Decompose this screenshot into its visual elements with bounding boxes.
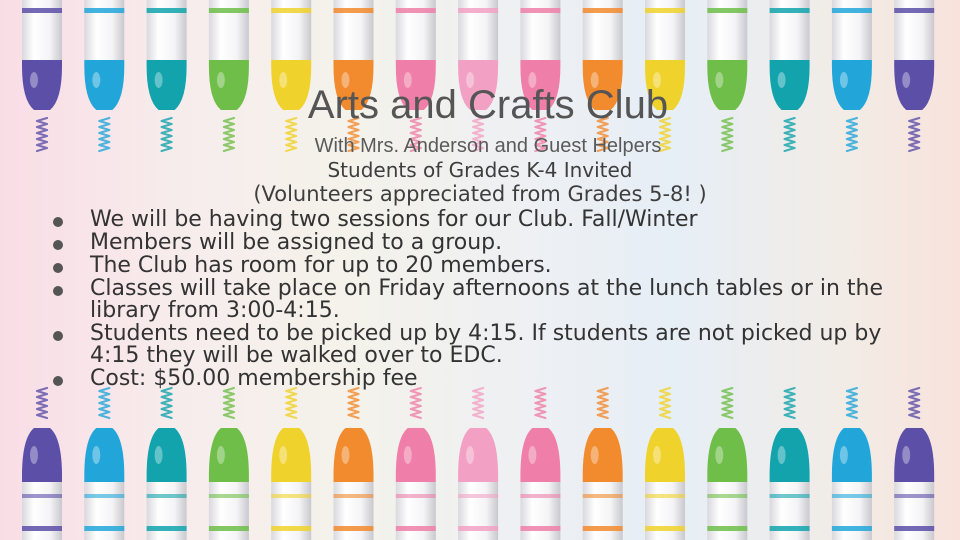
list-item-text: The Club has room for up to 20 members. bbox=[90, 253, 552, 278]
list-item bbox=[48, 209, 928, 231]
list-item bbox=[48, 323, 928, 367]
list-item-text: We will be having two sessions for our Club. Fall/Winter bbox=[90, 207, 698, 232]
bullet-icon bbox=[53, 331, 63, 341]
list-item-text: Classes will take place on Friday afternoons at the lunch tables or in the library from 3:00-4:15. bbox=[90, 276, 884, 323]
bullet-icon bbox=[53, 240, 63, 250]
details-list bbox=[48, 209, 928, 391]
list-item bbox=[48, 255, 928, 277]
bullet-icon bbox=[53, 376, 63, 386]
list-item bbox=[48, 278, 928, 322]
bullet-icon bbox=[53, 263, 63, 273]
list-item-text: Members will be assigned to a group. bbox=[90, 230, 503, 255]
list-item-text: Students need to be picked up by 4:15. If students are not picked up by 4:15 they will be walked over to EDC. bbox=[90, 321, 882, 368]
club-title: Arts and Crafts Club bbox=[307, 83, 669, 127]
host-subtitle: With Mrs. Anderson and Guest Helpers bbox=[314, 135, 662, 157]
list-item-text: Cost: $50.00 membership fee bbox=[90, 366, 418, 391]
bullet-icon bbox=[53, 217, 63, 227]
grades-invited: Students of Grades K-4 Invited bbox=[327, 158, 633, 182]
list-item bbox=[48, 232, 928, 254]
volunteers-note: (Volunteers appreciated from Grades 5-8! ) bbox=[253, 182, 707, 206]
list-item bbox=[48, 368, 928, 390]
bullet-icon bbox=[53, 286, 63, 296]
